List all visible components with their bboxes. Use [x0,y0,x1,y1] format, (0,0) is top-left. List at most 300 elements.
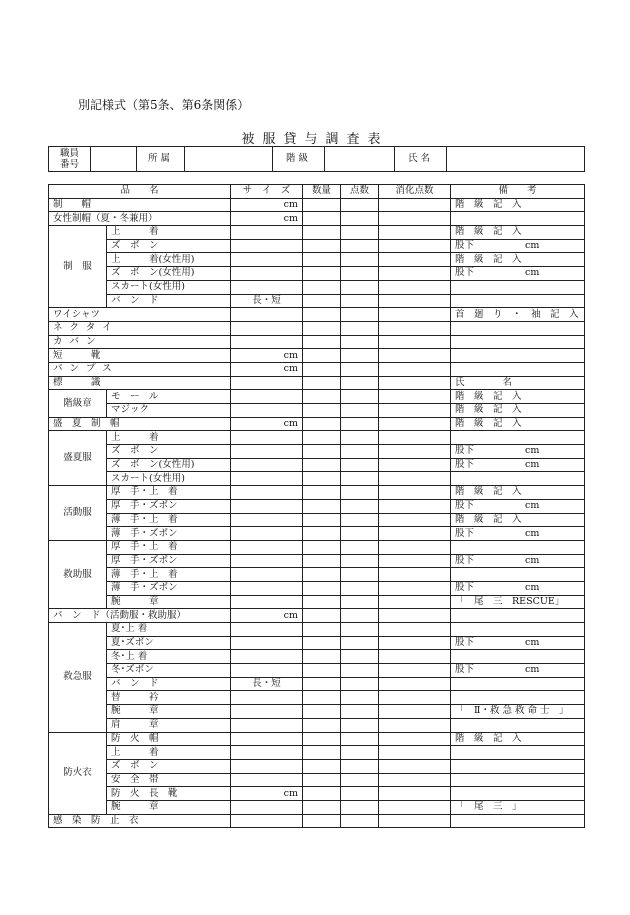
points-cell[interactable] [341,677,379,691]
size-cell[interactable] [231,226,303,240]
consumed-points-cell[interactable] [379,623,451,637]
table-row [49,267,585,281]
consumed-points-cell[interactable] [379,814,451,828]
table-row [49,239,585,253]
points-cell[interactable] [341,376,379,390]
item-name: ネクタイ [49,321,231,335]
points-cell[interactable] [341,239,379,253]
size-cell[interactable] [231,458,303,472]
quantity-cell[interactable] [303,677,341,691]
item-name: 腕 章 [107,705,231,719]
consumed-points-cell[interactable] [379,417,451,431]
table-row [49,280,585,294]
group-label-summer-uniform: 盛夏服 [49,431,107,486]
size-cell[interactable] [231,732,303,746]
quantity-cell[interactable] [303,595,341,609]
quantity-cell[interactable] [303,732,341,746]
consumed-points-cell[interactable] [379,404,451,418]
consumed-points-cell[interactable] [379,239,451,253]
quantity-cell[interactable] [303,759,341,773]
remarks-cell [451,362,585,376]
table-row [49,650,585,664]
item-name: 防 火 長 靴 [107,787,231,801]
size-cell[interactable] [231,486,303,500]
remarks-cell [451,349,585,363]
consumed-points-cell[interactable] [379,718,451,732]
consumed-points-cell[interactable] [379,664,451,678]
quantity-cell[interactable] [303,239,341,253]
name-field[interactable] [447,147,585,172]
size-cell[interactable] [231,472,303,486]
item-name: ズ ボ ン(女性用) [107,458,231,472]
table-row [49,677,585,691]
size-cell[interactable] [231,280,303,294]
size-cell[interactable] [231,595,303,609]
consumed-points-cell[interactable] [379,677,451,691]
remarks-cell: 股下 cm [451,267,585,281]
table-row [49,349,585,363]
size-cell[interactable]: cm [231,787,303,801]
points-cell[interactable] [341,650,379,664]
points-cell[interactable] [341,800,379,814]
points-cell[interactable] [341,691,379,705]
item-name: スカート(女性用) [107,280,231,294]
item-name: ズ ボ ン [107,445,231,459]
quantity-cell[interactable] [303,486,341,500]
points-cell[interactable] [341,636,379,650]
size-cell[interactable] [231,267,303,281]
item-name: パンプス [49,362,231,376]
points-cell[interactable] [341,814,379,828]
item-name: 防 火 帽 [107,732,231,746]
item-name: 肩 章 [107,718,231,732]
points-cell[interactable] [341,486,379,500]
points-cell[interactable] [341,458,379,472]
quantity-cell[interactable] [303,499,341,513]
table-row [49,554,585,568]
size-cell[interactable] [231,623,303,637]
quantity-cell[interactable] [303,540,341,554]
size-cell[interactable]: cm [231,362,303,376]
table-row [49,335,585,349]
table-row [49,609,585,623]
col-header-item-name: 品 名 [49,185,231,199]
col-header-remarks: 備 考 [451,185,585,199]
quantity-cell[interactable] [303,800,341,814]
quantity-cell[interactable] [303,718,341,732]
department-label: 所属 [137,147,185,172]
group-label-activity-uniform: 活動服 [49,486,107,541]
size-cell[interactable] [231,664,303,678]
consumed-points-cell[interactable] [379,253,451,267]
rank-field[interactable] [325,147,395,172]
form-heading: 別記様式（第5条、第6条関係） [78,98,250,112]
item-name: 冬･上 着 [107,650,231,664]
quantity-cell[interactable] [303,554,341,568]
points-cell[interactable] [341,609,379,623]
quantity-cell[interactable] [303,650,341,664]
points-cell[interactable] [341,198,379,212]
quantity-cell[interactable] [303,280,341,294]
item-name: 薄 手・ズボン [107,581,231,595]
consumed-points-cell[interactable] [379,513,451,527]
consumed-points-cell[interactable] [379,472,451,486]
size-cell[interactable] [231,568,303,582]
consumed-points-cell[interactable] [379,540,451,554]
points-cell[interactable] [341,513,379,527]
points-cell[interactable] [341,280,379,294]
consumed-points-cell[interactable] [379,294,451,308]
size-cell[interactable] [231,253,303,267]
quantity-cell[interactable] [303,664,341,678]
quantity-cell[interactable] [303,390,341,404]
table-row [49,253,585,267]
quantity-cell[interactable] [303,746,341,760]
points-cell[interactable] [341,759,379,773]
remarks-cell [451,787,585,801]
size-cell[interactable] [231,650,303,664]
consumed-points-cell[interactable] [379,746,451,760]
size-cell[interactable] [231,636,303,650]
remarks-cell [451,746,585,760]
consumed-points-cell[interactable] [379,226,451,240]
consumed-points-cell[interactable] [379,335,451,349]
table-row [49,458,585,472]
consumed-points-cell[interactable] [379,581,451,595]
consumed-points-cell[interactable] [379,390,451,404]
remarks-cell: 階 級 記 入 [451,513,585,527]
remarks-cell: 階 級 記 入 [451,417,585,431]
quantity-cell[interactable] [303,568,341,582]
points-cell[interactable] [341,472,379,486]
consumed-points-cell[interactable] [379,691,451,705]
points-cell[interactable] [341,226,379,240]
quantity-cell[interactable] [303,636,341,650]
points-cell[interactable] [341,321,379,335]
quantity-cell[interactable] [303,787,341,801]
remarks-cell [451,759,585,773]
points-cell[interactable] [341,746,379,760]
remarks-cell: 階 級 記 入 [451,253,585,267]
consumed-points-cell[interactable] [379,458,451,472]
consumed-points-cell[interactable] [379,499,451,513]
remarks-cell [451,677,585,691]
quantity-cell[interactable] [303,417,341,431]
consumed-points-cell[interactable] [379,759,451,773]
item-name: 薄 手・上 着 [107,513,231,527]
consumed-points-cell[interactable] [379,554,451,568]
size-cell[interactable]: 長・短 [231,294,303,308]
size-cell[interactable] [231,527,303,541]
quantity-cell[interactable] [303,376,341,390]
table-row [49,472,585,486]
quantity-cell[interactable] [303,294,341,308]
quantity-cell[interactable] [303,609,341,623]
col-header-points: 点数 [341,185,379,199]
size-cell[interactable]: cm [231,212,303,226]
staff-number-field[interactable] [91,147,137,172]
consumed-points-cell[interactable] [379,609,451,623]
remarks-cell [451,294,585,308]
points-cell[interactable] [341,581,379,595]
quantity-cell[interactable] [303,472,341,486]
consumed-points-cell[interactable] [379,376,451,390]
points-cell[interactable] [341,732,379,746]
quantity-cell[interactable] [303,458,341,472]
table-row [49,431,585,445]
group-label-rescue-uniform: 救助服 [49,540,107,608]
size-cell[interactable]: cm [231,198,303,212]
form-title: 被服貸与調査表 [241,132,389,147]
department-field[interactable] [185,147,273,172]
group-label-ems-uniform: 救急服 [49,623,107,733]
consumed-points-cell[interactable] [379,650,451,664]
size-cell[interactable]: cm [231,609,303,623]
quantity-cell[interactable] [303,362,341,376]
quantity-cell[interactable] [303,253,341,267]
item-name: 厚 手・ズボン [107,499,231,513]
item-name: 安 全 帯 [107,773,231,787]
size-cell[interactable] [231,445,303,459]
remarks-cell: 階 級 記 入 [451,226,585,240]
points-cell[interactable] [341,623,379,637]
size-cell[interactable] [231,390,303,404]
remarks-cell [451,321,585,335]
remarks-cell [451,335,585,349]
size-cell[interactable] [231,239,303,253]
points-cell[interactable] [341,664,379,678]
remarks-cell: 首 廻 り ・ 袖 記 入 [451,308,585,322]
points-cell[interactable] [341,417,379,431]
size-cell[interactable] [231,773,303,787]
quantity-cell[interactable] [303,705,341,719]
size-cell[interactable] [231,499,303,513]
table-row [49,226,585,240]
size-cell[interactable] [231,513,303,527]
size-cell[interactable]: 長・短 [231,677,303,691]
size-cell[interactable] [231,431,303,445]
size-cell[interactable] [231,800,303,814]
consumed-points-cell[interactable] [379,787,451,801]
remarks-cell: 股下 cm [451,499,585,513]
size-cell[interactable] [231,335,303,349]
item-name: 薄 手・上 着 [107,568,231,582]
table-row [49,705,585,719]
points-cell[interactable] [341,308,379,322]
points-cell[interactable] [341,253,379,267]
points-cell[interactable] [341,445,379,459]
size-cell[interactable] [231,691,303,705]
item-name: 上 着 [107,431,231,445]
table-row [49,376,585,390]
consumed-points-cell[interactable] [379,198,451,212]
remarks-cell [451,691,585,705]
table-row [49,718,585,732]
item-name: 上 着 [107,226,231,240]
consumed-points-cell[interactable] [379,705,451,719]
quantity-cell[interactable] [303,335,341,349]
points-cell[interactable] [341,499,379,513]
consumed-points-cell[interactable] [379,349,451,363]
points-cell[interactable] [341,787,379,801]
remarks-cell: 股下 cm [451,445,585,459]
remarks-cell [451,280,585,294]
points-cell[interactable] [341,527,379,541]
remarks-cell [451,431,585,445]
item-name: 制 帽 [49,198,231,212]
remarks-cell [451,773,585,787]
size-cell[interactable] [231,308,303,322]
table-row [49,390,585,404]
remarks-cell: 股下 cm [451,458,585,472]
table-row [49,212,585,226]
consumed-points-cell[interactable] [379,732,451,746]
table-row [49,814,585,828]
item-name: カバン [49,335,231,349]
consumed-points-cell[interactable] [379,527,451,541]
item-name: 上 着(女性用) [107,253,231,267]
remarks-cell: 「 Ⅱ・救 急 救 命 士 」 [451,705,585,719]
consumed-points-cell[interactable] [379,636,451,650]
item-name: 腕 章 [107,800,231,814]
quantity-cell[interactable] [303,691,341,705]
points-cell[interactable] [341,267,379,281]
group-label-rank-insignia: 階級章 [49,390,107,417]
quantity-cell[interactable] [303,431,341,445]
consumed-points-cell[interactable] [379,595,451,609]
points-cell[interactable] [341,705,379,719]
item-name: 替 衿 [107,691,231,705]
table-row [49,773,585,787]
item-name: 厚 手・上 着 [107,540,231,554]
size-cell[interactable] [231,746,303,760]
consumed-points-cell[interactable] [379,212,451,226]
item-name: 夏･上 着 [107,623,231,637]
size-cell[interactable] [231,376,303,390]
points-cell[interactable] [341,540,379,554]
table-row [49,691,585,705]
consumed-points-cell[interactable] [379,280,451,294]
size-cell[interactable]: cm [231,417,303,431]
size-cell[interactable] [231,718,303,732]
remarks-cell: 股下 cm [451,239,585,253]
quantity-cell[interactable] [303,445,341,459]
consumed-points-cell[interactable] [379,486,451,500]
remarks-cell: 「 尾 三 RESCUE」 [451,595,585,609]
staff-number-label: 職員 番号 [49,147,91,172]
remarks-cell: 階 級 記 入 [451,390,585,404]
points-cell[interactable] [341,349,379,363]
quantity-cell[interactable] [303,349,341,363]
quantity-cell[interactable] [303,267,341,281]
group-label-uniform: 制 服 [49,226,107,308]
size-cell[interactable] [231,581,303,595]
points-cell[interactable] [341,595,379,609]
col-header-quantity: 数量 [303,185,341,199]
points-cell[interactable] [341,390,379,404]
consumed-points-cell[interactable] [379,431,451,445]
remarks-cell [451,650,585,664]
points-cell[interactable] [341,718,379,732]
size-cell[interactable] [231,540,303,554]
consumed-points-cell[interactable] [379,800,451,814]
table-row [49,499,585,513]
consumed-points-cell[interactable] [379,321,451,335]
size-cell[interactable] [231,321,303,335]
quantity-cell[interactable] [303,212,341,226]
size-cell[interactable]: cm [231,349,303,363]
remarks-cell [451,623,585,637]
consumed-points-cell[interactable] [379,568,451,582]
points-cell[interactable] [341,335,379,349]
quantity-cell[interactable] [303,814,341,828]
col-header-size: サ イ ズ [231,185,303,199]
points-cell[interactable] [341,212,379,226]
table-row [49,581,585,595]
table-row [49,417,585,431]
remarks-cell: 股下 cm [451,527,585,541]
consumed-points-cell[interactable] [379,308,451,322]
size-cell[interactable] [231,554,303,568]
consumed-points-cell[interactable] [379,267,451,281]
table-row [49,308,585,322]
consumed-points-cell[interactable] [379,445,451,459]
table-row [49,800,585,814]
item-name: 厚 手・上 着 [107,486,231,500]
quantity-cell[interactable] [303,321,341,335]
size-cell[interactable] [231,814,303,828]
item-name: バ ン ド（活動服・救助服） [49,609,231,623]
remarks-cell: 「 尾 三 」 [451,800,585,814]
table-row [49,787,585,801]
quantity-cell[interactable] [303,226,341,240]
points-cell[interactable] [341,431,379,445]
quantity-cell[interactable] [303,623,341,637]
item-name: 女性制帽（夏・冬兼用） [49,212,231,226]
points-cell[interactable] [341,554,379,568]
quantity-cell[interactable] [303,308,341,322]
remarks-cell [451,472,585,486]
remarks-cell: 股下 cm [451,636,585,650]
size-cell[interactable] [231,705,303,719]
quantity-cell[interactable] [303,513,341,527]
consumed-points-cell[interactable] [379,362,451,376]
quantity-cell[interactable] [303,527,341,541]
points-cell[interactable] [341,294,379,308]
points-cell[interactable] [341,362,379,376]
quantity-cell[interactable] [303,198,341,212]
quantity-cell[interactable] [303,404,341,418]
item-name: 厚 手・ズボン [107,554,231,568]
quantity-cell[interactable] [303,773,341,787]
size-cell[interactable] [231,759,303,773]
points-cell[interactable] [341,568,379,582]
table-row [49,732,585,746]
item-name: バ ン ド [107,677,231,691]
table-row [49,595,585,609]
remarks-cell: 階 級 記 入 [451,732,585,746]
item-name: 薄 手・ズボン [107,527,231,541]
item-name: 冬･ズボン [107,664,231,678]
points-cell[interactable] [341,404,379,418]
table-row [49,636,585,650]
table-row [49,623,585,637]
consumed-points-cell[interactable] [379,773,451,787]
points-cell[interactable] [341,773,379,787]
size-cell[interactable] [231,404,303,418]
quantity-cell[interactable] [303,581,341,595]
item-name: ズ ボ ン [107,239,231,253]
